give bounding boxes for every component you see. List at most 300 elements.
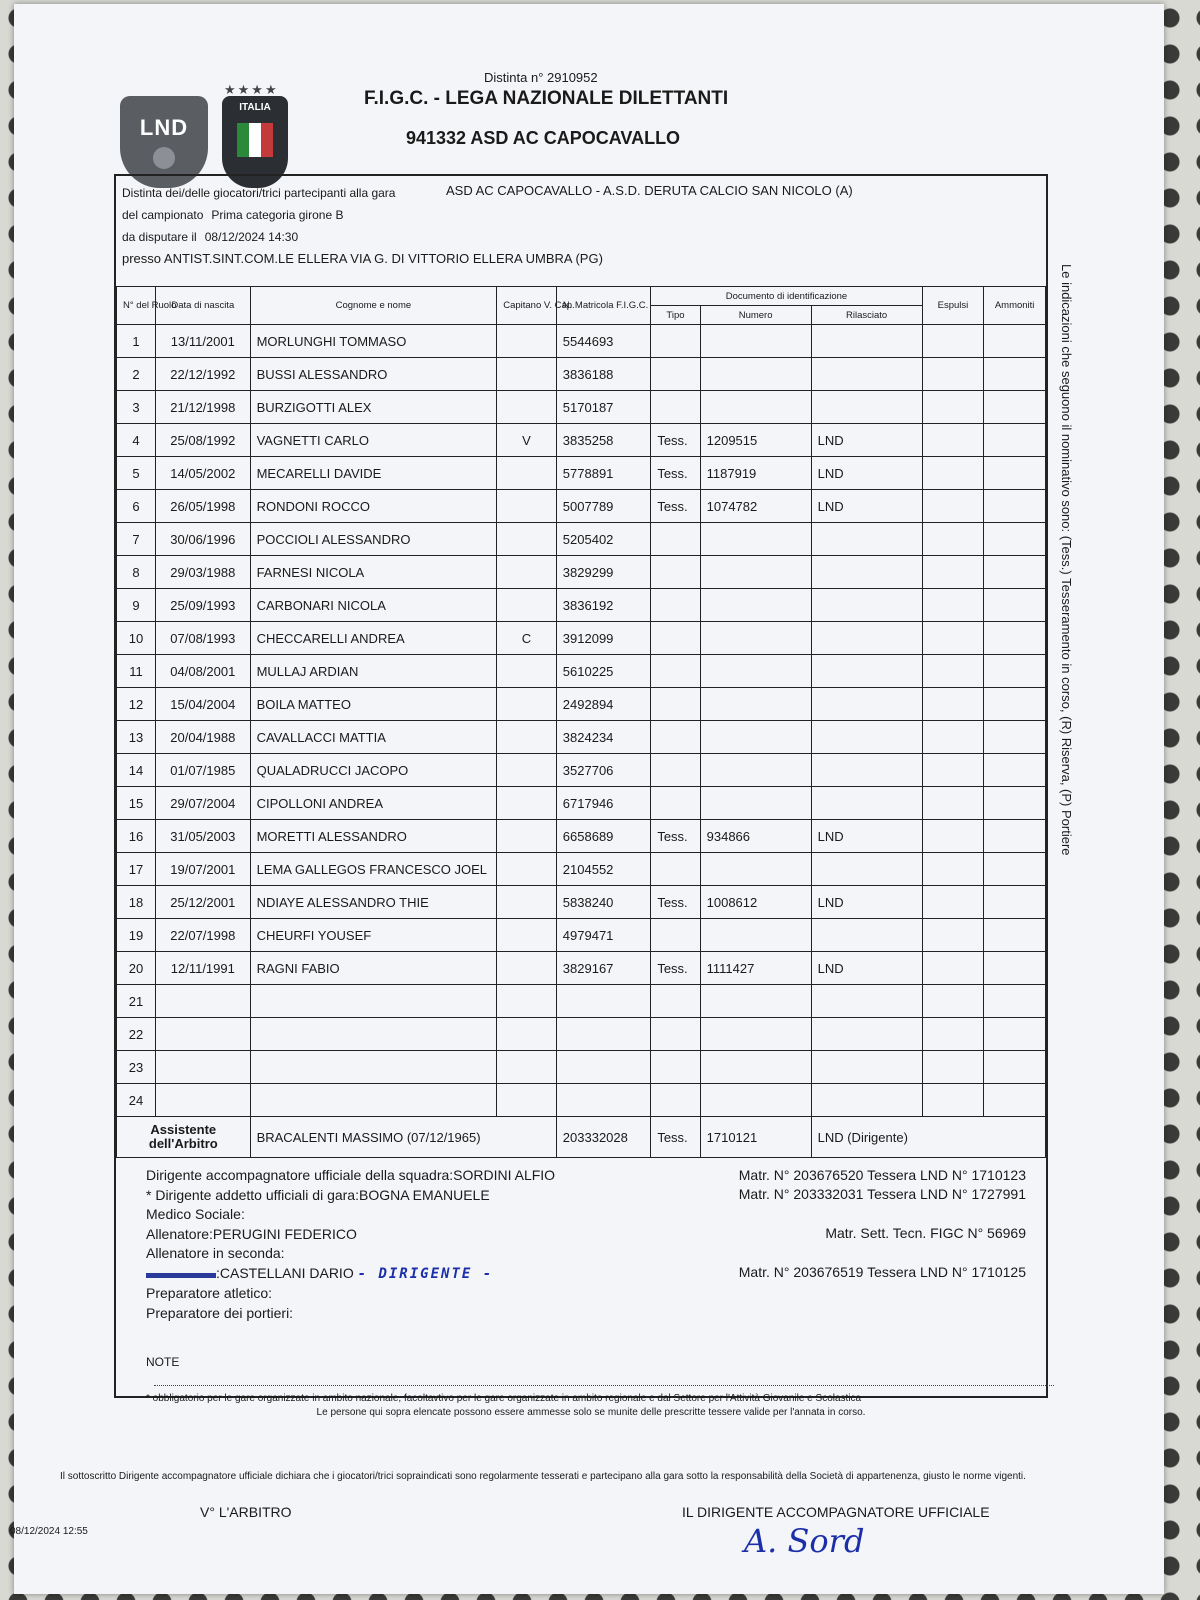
birth-date: 12/11/1991 [156, 952, 251, 985]
captain [497, 985, 557, 1018]
birth-date: 21/12/1998 [156, 391, 251, 424]
table-row [117, 589, 1046, 622]
doc-type [651, 754, 700, 787]
col-rilasciato: Rilasciato [811, 306, 922, 325]
captain [497, 853, 557, 886]
espulsi-cell [922, 952, 984, 985]
dirigente-gara: * Dirigente addetto ufficiali di gara:BOGNA EMANUELE [146, 1186, 490, 1203]
row-number: 13 [117, 721, 156, 754]
team-title: 941332 ASD AC CAPOCAVALLO [406, 128, 681, 148]
matricola: 3824234 [556, 721, 651, 754]
row-number: 5 [117, 457, 156, 490]
col-numero: Numero [700, 306, 811, 325]
birth-date: 29/07/2004 [156, 787, 251, 820]
doc-number [700, 853, 811, 886]
captain [497, 589, 557, 622]
table-row [117, 424, 1046, 457]
ammoniti-cell [984, 952, 1046, 985]
espulsi-cell [922, 853, 984, 886]
birth-date: 13/11/2001 [156, 325, 251, 358]
matricola: 3912099 [556, 622, 651, 655]
captain [497, 391, 557, 424]
assistant-name: BRACALENTI MASSIMO (07/12/1965) [250, 1117, 556, 1158]
matricola: 5205402 [556, 523, 651, 556]
player-name: CARBONARI NICOLA [250, 589, 497, 622]
captain [497, 556, 557, 589]
captain [497, 1018, 557, 1051]
doc-issuer: LND [811, 886, 922, 919]
row-number: 22 [117, 1018, 156, 1051]
captain [497, 1051, 557, 1084]
row-number: 10 [117, 622, 156, 655]
birth-date: 29/03/1988 [156, 556, 251, 589]
table-row [117, 490, 1046, 523]
espulsi-cell [922, 622, 984, 655]
doc-type [651, 589, 700, 622]
doc-number [700, 688, 811, 721]
match-info: Distinta dei/delle giocatori/trici partecipanti alla gara ASD AC CAPOCAVALLO - A.S.D. DERUTA CALCIO SAN NICOLO (A) del campionato Prima categoria girone B da disputare il 08/12/2024 14:30 presso ANTIST.SINT.COM.LE ELLERA VIA G. DI VITTORIO ELLERA UMBRA (PG) [116, 176, 1046, 286]
captain [497, 721, 557, 754]
captain [497, 919, 557, 952]
birth-date [156, 1051, 251, 1084]
birth-date: 25/09/1993 [156, 589, 251, 622]
birth-date: 30/06/1996 [156, 523, 251, 556]
player-name: CIPOLLONI ANDREA [250, 787, 497, 820]
birth-date: 26/05/1998 [156, 490, 251, 523]
birth-date: 14/05/2002 [156, 457, 251, 490]
ammoniti-cell [984, 424, 1046, 457]
col-tipo: Tipo [651, 306, 700, 325]
doc-number [700, 787, 811, 820]
table-row [117, 325, 1046, 358]
matricola: 4979471 [556, 919, 651, 952]
matricola: 5838240 [556, 886, 651, 919]
captain [497, 1084, 557, 1117]
ammoniti-cell [984, 622, 1046, 655]
captain [497, 952, 557, 985]
ammoniti-cell [984, 985, 1046, 1018]
matricola: 2104552 [556, 853, 651, 886]
row-number: 7 [117, 523, 156, 556]
note-row [146, 1353, 1036, 1392]
handwritten-signature: A. Sord [744, 1522, 865, 1560]
col-nome: Cognome e nome [250, 287, 497, 325]
row-number: 17 [117, 853, 156, 886]
doc-number [700, 985, 811, 1018]
table-row [117, 1051, 1046, 1084]
col-ruolo: N° del Ruolo [117, 287, 156, 325]
row-number: 16 [117, 820, 156, 853]
doc-issuer [811, 556, 922, 589]
matricola: 5778891 [556, 457, 651, 490]
row-number: 18 [117, 886, 156, 919]
player-name: BUSSI ALESSANDRO [250, 358, 497, 391]
matricola: 3829299 [556, 556, 651, 589]
captain [497, 886, 557, 919]
arbitro-signature-label: V° L'ARBITRO [200, 1504, 292, 1520]
doc-type [651, 622, 700, 655]
row-number: 2 [117, 358, 156, 391]
player-name [250, 1051, 497, 1084]
doc-type [651, 325, 700, 358]
espulsi-cell [922, 424, 984, 457]
doc-type [651, 721, 700, 754]
espulsi-cell [922, 358, 984, 391]
doc-type [651, 919, 700, 952]
doc-number [700, 1051, 811, 1084]
espulsi-cell [922, 523, 984, 556]
table-row [117, 754, 1046, 787]
doc-number: 1187919 [700, 457, 811, 490]
table-row [117, 820, 1046, 853]
dirigente-acc: Dirigente accompagnatore ufficiale della squadra:SORDINI ALFIO [146, 1167, 556, 1183]
birth-date: 04/08/2001 [156, 655, 251, 688]
ammoniti-cell [984, 820, 1046, 853]
doc-issuer [811, 688, 922, 721]
player-name: CAVALLACCI MATTIA [250, 721, 497, 754]
matricola: 5170187 [556, 391, 651, 424]
table-row [117, 1018, 1046, 1051]
row-number: 15 [117, 787, 156, 820]
doc-issuer: LND [811, 490, 922, 523]
doc-type [651, 1018, 700, 1051]
medico: Medico Sociale: [146, 1206, 245, 1222]
crossed-out-label: ▬▬▬▬▬ [146, 1264, 216, 1281]
row-number: 6 [117, 490, 156, 523]
player-name [250, 1018, 497, 1051]
birth-date: 25/08/1992 [156, 424, 251, 457]
ammoniti-cell [984, 523, 1046, 556]
matricola: 5610225 [556, 655, 651, 688]
doc-issuer [811, 985, 922, 1018]
doc-type [651, 985, 700, 1018]
matricola [556, 1018, 651, 1051]
col-espulsi: Espulsi [922, 287, 984, 325]
table-row [117, 721, 1046, 754]
matricola: 6658689 [556, 820, 651, 853]
castellani-matr: Matr. N° 203676519 Tessera LND N° 1710125 [738, 1264, 1026, 1280]
team-sheet-document [14, 4, 1164, 1594]
allenatore: Allenatore:PERUGINI FEDERICO [146, 1225, 357, 1242]
ammoniti-cell [984, 358, 1046, 391]
ammoniti-cell [984, 589, 1046, 622]
doc-issuer [811, 721, 922, 754]
doc-type [651, 787, 700, 820]
doc-type [651, 1051, 700, 1084]
player-name [250, 985, 497, 1018]
espulsi-cell [922, 589, 984, 622]
figc-italia-logo: ★★★★ ITALIA [222, 96, 288, 188]
ammoniti-cell [984, 853, 1046, 886]
distinta-label: Distinta dei/delle giocatori/trici partecipanti alla gara [122, 186, 396, 200]
captain [497, 655, 557, 688]
matricola: 3836188 [556, 358, 651, 391]
matricola: 6717946 [556, 787, 651, 820]
timestamp: 08/12/2024 12:55 [10, 1526, 88, 1537]
player-name: FARNESI NICOLA [250, 556, 497, 589]
doc-issuer [811, 919, 922, 952]
prep-atletico: Preparatore atletico: [146, 1285, 273, 1301]
players-table [116, 286, 1046, 1158]
stars-icon: ★★★★ [224, 82, 279, 97]
captain [497, 325, 557, 358]
row-number: 21 [117, 985, 156, 1018]
doc-issuer [811, 589, 922, 622]
table-row [117, 358, 1046, 391]
doc-issuer [811, 853, 922, 886]
player-name: POCCIOLI ALESSANDRO [250, 523, 497, 556]
row-number: 12 [117, 688, 156, 721]
match-name: ASD AC CAPOCAVALLO - A.S.D. DERUTA CALCIO SAN NICOLO (A) [446, 183, 853, 198]
col-capitano: Capitano V. Cap. [497, 287, 557, 325]
doc-number: 1209515 [700, 424, 811, 457]
ammoniti-cell [984, 787, 1046, 820]
assistant-row [117, 1117, 1046, 1158]
doc-type [651, 688, 700, 721]
doc-number: 1111427 [700, 952, 811, 985]
doc-number [700, 622, 811, 655]
doc-type: Tess. [651, 490, 700, 523]
ammoniti-cell [984, 1051, 1046, 1084]
doc-number [700, 325, 811, 358]
doc-issuer [811, 655, 922, 688]
doc-issuer [811, 754, 922, 787]
matricola: 3836192 [556, 589, 651, 622]
espulsi-cell [922, 457, 984, 490]
player-name: MULLAJ ARDIAN [250, 655, 497, 688]
doc-issuer [811, 1051, 922, 1084]
matricola: 5544693 [556, 325, 651, 358]
birth-date: 15/04/2004 [156, 688, 251, 721]
captain [497, 523, 557, 556]
doc-type [651, 523, 700, 556]
table-row [117, 985, 1046, 1018]
captain [497, 688, 557, 721]
doc-number [700, 358, 811, 391]
captain [497, 358, 557, 391]
matricola: 2492894 [556, 688, 651, 721]
espulsi-cell [922, 754, 984, 787]
venue: presso ANTIST.SINT.COM.LE ELLERA VIA G. DI VITTORIO ELLERA UMBRA (PG) [122, 251, 603, 266]
espulsi-cell [922, 556, 984, 589]
player-name: MORETTI ALESSANDRO [250, 820, 497, 853]
lnd-logo: LND [120, 96, 208, 188]
table-row [117, 853, 1046, 886]
castellani-row: ▬▬▬▬▬:CASTELLANI DARIO - DIRIGENTE - [146, 1264, 494, 1282]
player-name: MECARELLI DAVIDE [250, 457, 497, 490]
birth-date: 22/12/1992 [156, 358, 251, 391]
espulsi-cell [922, 688, 984, 721]
assistant-label: Assistente dell'Arbitro [117, 1117, 251, 1158]
player-name: LEMA GALLEGOS FRANCESCO JOEL [250, 853, 497, 886]
allenatore-seconda: Allenatore in seconda: [146, 1245, 285, 1261]
table-row [117, 391, 1046, 424]
dirigente-signature-label: IL DIRIGENTE ACCOMPAGNATORE UFFICIALE [682, 1504, 990, 1520]
ammoniti-cell [984, 457, 1046, 490]
espulsi-cell [922, 886, 984, 919]
doc-issuer [811, 1018, 922, 1051]
birth-date [156, 1018, 251, 1051]
main-frame [114, 174, 1048, 1418]
doc-number [700, 1018, 811, 1051]
row-number: 1 [117, 325, 156, 358]
doc-type: Tess. [651, 457, 700, 490]
doc-number [700, 556, 811, 589]
captain [497, 820, 557, 853]
side-note: Le indicazioni che seguono il nominativo sono: (Tess.) Tesseramento in corso, (R) Riserva, (P) Portiere [1059, 264, 1074, 856]
player-name: NDIAYE ALESSANDRO THIE [250, 886, 497, 919]
match-date: 08/12/2024 14:30 [204, 230, 299, 244]
player-name: MORLUNGHI TOMMASO [250, 325, 497, 358]
ammoniti-cell [984, 655, 1046, 688]
table-row [117, 523, 1046, 556]
doc-type [651, 391, 700, 424]
row-number: 24 [117, 1084, 156, 1117]
table-row [117, 952, 1046, 985]
espulsi-cell [922, 391, 984, 424]
doc-issuer [811, 523, 922, 556]
espulsi-cell [922, 820, 984, 853]
doc-issuer: LND [811, 952, 922, 985]
doc-number [700, 721, 811, 754]
espulsi-cell [922, 721, 984, 754]
espulsi-cell [922, 325, 984, 358]
ammoniti-cell [984, 919, 1046, 952]
ammoniti-cell [984, 1084, 1046, 1117]
player-name: CHECCARELLI ANDREA [250, 622, 497, 655]
row-number: 14 [117, 754, 156, 787]
ammoniti-cell [984, 1018, 1046, 1051]
doc-number: 1074782 [700, 490, 811, 523]
captain [497, 787, 557, 820]
birth-date: 25/12/2001 [156, 886, 251, 919]
doc-type [651, 358, 700, 391]
player-name [250, 1084, 497, 1117]
player-name: QUALADRUCCI JACOPO [250, 754, 497, 787]
table-row [117, 1084, 1046, 1117]
table-row [117, 919, 1046, 952]
doc-issuer: LND [811, 424, 922, 457]
col-nascita: Data di nascita [156, 287, 251, 325]
espulsi-cell [922, 1051, 984, 1084]
ammoniti-cell [984, 886, 1046, 919]
assistant-numero: 1710121 [700, 1117, 811, 1158]
dirigente-acc-matr: Matr. N° 203676520 Tessera LND N° 1710123 [738, 1167, 1026, 1183]
birth-date: 20/04/1988 [156, 721, 251, 754]
player-name: BOILA MATTEO [250, 688, 497, 721]
row-number: 23 [117, 1051, 156, 1084]
doc-issuer [811, 1084, 922, 1117]
doc-type [651, 1084, 700, 1117]
player-name: VAGNETTI CARLO [250, 424, 497, 457]
espulsi-cell [922, 655, 984, 688]
table-row [117, 457, 1046, 490]
birth-date: 22/07/1998 [156, 919, 251, 952]
doc-type [651, 556, 700, 589]
ammoniti-cell [984, 325, 1046, 358]
birth-date: 31/05/2003 [156, 820, 251, 853]
doc-issuer: LND [811, 820, 922, 853]
captain: V [497, 424, 557, 457]
note-line-1: * obbligatorio per le gare organizzate in ambito nazionale, facoltavtivo per le gare organizzate in ambito regionale e dal Settore per l'Attività Giovanile e Scolastica [146, 1393, 862, 1404]
table-row [117, 556, 1046, 589]
doc-type: Tess. [651, 424, 700, 457]
matricola: 3829167 [556, 952, 651, 985]
captain [497, 754, 557, 787]
doc-type: Tess. [651, 820, 700, 853]
doc-number [700, 589, 811, 622]
player-name: RAGNI FABIO [250, 952, 497, 985]
ammoniti-cell [984, 721, 1046, 754]
row-number: 11 [117, 655, 156, 688]
staff-section [116, 1158, 1046, 1418]
ammoniti-cell [984, 490, 1046, 523]
ammoniti-cell [984, 391, 1046, 424]
note-line-2: Le persone qui sopra elencate possono essere ammesse solo se munite delle prescritte tessere valide per l'annata in corso. [316, 1407, 866, 1418]
col-documento: Documento di identificazione [651, 287, 922, 306]
player-name: BURZIGOTTI ALEX [250, 391, 497, 424]
matricola: 5007789 [556, 490, 651, 523]
row-number: 3 [117, 391, 156, 424]
matricola [556, 985, 651, 1018]
espulsi-cell [922, 919, 984, 952]
matricola [556, 1051, 651, 1084]
espulsi-cell [922, 985, 984, 1018]
doc-number [700, 391, 811, 424]
doc-type [651, 853, 700, 886]
espulsi-cell [922, 787, 984, 820]
doc-issuer [811, 787, 922, 820]
col-matricola: N. Matricola F.I.G.C. [556, 287, 651, 325]
doc-number [700, 754, 811, 787]
dirigente-gara-matr: Matr. N° 203332031 Tessera LND N° 1727991 [738, 1186, 1026, 1202]
espulsi-cell [922, 1084, 984, 1117]
table-row [117, 787, 1046, 820]
table-row [117, 622, 1046, 655]
matricola: 3835258 [556, 424, 651, 457]
doc-type [651, 655, 700, 688]
ammoniti-cell [984, 688, 1046, 721]
ammoniti-cell [984, 556, 1046, 589]
birth-date: 07/08/1993 [156, 622, 251, 655]
doc-number [700, 919, 811, 952]
assistant-matricola: 203332028 [556, 1117, 651, 1158]
declaration: Il sottoscritto Dirigente accompagnatore ufficiale dichiara che i giocatori/trici sopraindicati sono regolarmente tesserati e partecipano alla gara sotto la responsabilità della Società di appartenenza, giusto le norme vigenti. [60, 1471, 1026, 1482]
doc-issuer [811, 622, 922, 655]
table-row [117, 688, 1046, 721]
player-name: RONDONI ROCCO [250, 490, 497, 523]
row-number: 4 [117, 424, 156, 457]
table-row [117, 886, 1046, 919]
note-title: NOTE [146, 1355, 180, 1369]
doc-number [700, 655, 811, 688]
assistant-tipo: Tess. [651, 1117, 700, 1158]
birth-date [156, 985, 251, 1018]
doc-issuer [811, 358, 922, 391]
captain: C [497, 622, 557, 655]
doc-issuer [811, 391, 922, 424]
handwritten-dirigente: - DIRIGENTE - [357, 1265, 494, 1282]
birth-date: 19/07/2001 [156, 853, 251, 886]
birth-date [156, 1084, 251, 1117]
doc-issuer: LND [811, 457, 922, 490]
matricola: 3527706 [556, 754, 651, 787]
allenatore-matr: Matr. Sett. Tecn. FIGC N° 56969 [825, 1225, 1026, 1241]
espulsi-cell [922, 490, 984, 523]
doc-number: 1008612 [700, 886, 811, 919]
doc-type: Tess. [651, 952, 700, 985]
championship: Prima categoria girone B [211, 208, 344, 222]
